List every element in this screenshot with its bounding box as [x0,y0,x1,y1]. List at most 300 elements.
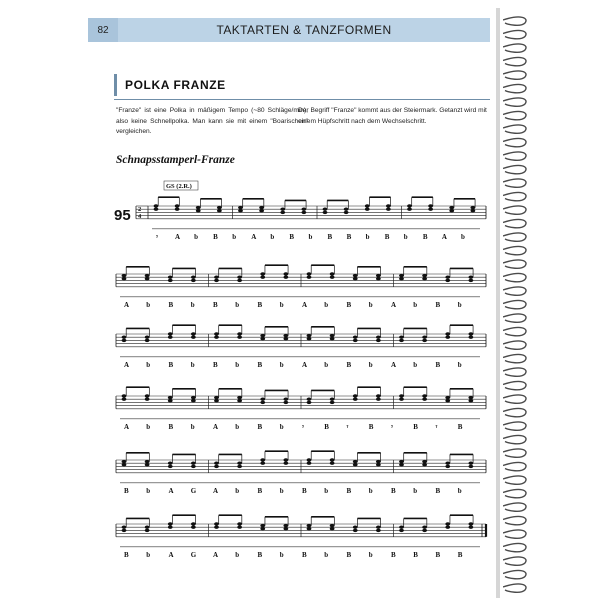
note-head [422,339,427,342]
bass-label: 𝄾 [156,232,158,241]
bass-label: B [168,422,174,431]
note-head [260,458,265,461]
bass-label: B [346,360,352,369]
note-head [260,462,265,465]
spiral-ring [503,138,526,146]
note-head [470,209,475,212]
bass-label: A [213,550,219,559]
note-head [175,204,180,207]
note-head [145,336,150,339]
note-head [376,526,381,529]
bass-label: b [235,360,240,369]
note-head [122,274,127,277]
spiral-ring [503,557,526,565]
note-head [445,465,450,468]
note-head [260,524,265,527]
note-head [307,401,312,404]
bass-label: b [279,550,284,559]
bass-label: B [413,550,418,559]
note-head [307,524,312,527]
note-head [237,276,242,279]
note-head [301,211,306,214]
note-head [145,526,150,529]
spiral-ring [503,300,526,308]
note-head [145,460,150,463]
note-head [238,206,243,209]
note-head [283,337,288,340]
note-head [353,274,358,277]
note-head [344,211,349,214]
bass-label: b [324,486,329,495]
note-head [353,394,358,397]
note-head [196,206,201,209]
bass-label: B [257,360,263,369]
spiral-ring [503,395,526,403]
note-head [307,398,312,401]
note-head [283,462,288,465]
note-head [307,272,312,275]
note-head [145,394,150,397]
note-head [214,332,219,335]
bass-label: B [435,486,441,495]
note-head [330,524,335,527]
note-head [191,526,196,529]
bass-label: b [403,232,408,241]
chapter-title: TAKTARTEN & TANZFORMEN [216,23,392,37]
spiral-ring [503,206,526,214]
note-head [399,529,404,532]
note-head [307,276,312,279]
note-head [280,208,285,211]
bass-label: B [435,550,441,559]
note-head [217,209,222,212]
note-head [376,336,381,339]
note-head [323,211,328,214]
bass-label: b [146,300,151,309]
bass-label: B [168,360,174,369]
bass-label: A [124,360,130,369]
spiral-ring [503,165,526,173]
note-head [307,337,312,340]
note-head [168,462,173,465]
spiral-ring [503,111,526,119]
note-head [280,211,285,214]
note-head [330,398,335,401]
note-head [122,398,127,401]
note-head [376,398,381,401]
note-head [154,208,159,211]
note-head [376,339,381,342]
note-head [468,465,473,468]
spiral-ring [503,449,526,457]
note-head [168,526,173,529]
note-head [445,336,450,339]
bass-label: 𝄾 [391,422,393,431]
bass-label: B [302,550,307,559]
bass-label: B [213,300,218,309]
bass-label: B [324,422,329,431]
note-head [283,272,288,275]
note-head [237,336,242,339]
bass-label: B [384,232,390,241]
bass-label: B [213,360,218,369]
note-head [353,277,358,280]
note-head [422,529,427,532]
note-head [307,458,312,461]
spiral-ring [503,503,526,511]
note-head [168,522,173,525]
note-head [168,336,173,339]
note-head [449,209,454,212]
note-head [399,460,404,463]
note-head [386,208,391,211]
bass-label: G [190,550,197,559]
bass-label: b [146,486,151,495]
bass-label: b [279,360,284,369]
bass-label: B [289,232,295,241]
bass-label: A [124,422,130,431]
intro-right: Der Begriff "Franze" kommt aus der Steiermark. Getanzt wird mit einem Hüpfschritt nach dem Wechselschritt. [298,107,487,125]
note-head [445,522,450,525]
spiral-ring [503,17,526,25]
bass-label: b [232,232,237,241]
bass-label: b [235,422,240,431]
spiral-ring [503,98,526,106]
spiral-ring [503,152,526,160]
bass-label: B [346,486,352,495]
note-head [468,526,473,529]
bass-label: A [213,486,219,495]
bass-label: b [460,232,465,241]
bass-label: 𝄾 [346,422,349,431]
note-head [283,334,288,337]
note-head [344,208,349,211]
intro-left: "Franze" ist eine Polka in mäßigem Tempo (~80 Schläge/min), also keine Schnellpolka. Man kann sie mit einem "Boarischen" vergleichen. [116,107,308,136]
note-head [145,398,150,401]
bass-label: B [257,422,263,431]
spiral-ring [503,287,526,295]
note-head [122,339,127,342]
note-head [283,458,288,461]
note-head [330,527,335,530]
bass-label: b [146,422,151,431]
bass-label: b [368,550,373,559]
note-head [237,332,242,335]
note-head [307,527,312,530]
note-head [145,529,150,532]
bass-label: B [391,486,396,495]
tempo-marking: GS (2.R.) [166,183,192,190]
bass-label: b [235,550,240,559]
note-head [422,274,427,277]
note-head [217,206,222,209]
bass-label: b [190,300,195,309]
bass-label: B [327,232,333,241]
spiral-ring [503,476,526,484]
note-head [283,398,288,401]
note-head [122,277,127,280]
bass-label: B [124,486,129,495]
note-head [191,465,196,468]
note-head [399,339,404,342]
note-head [214,465,219,468]
spiral-ring [503,246,526,254]
book-page [88,14,490,586]
bass-label: b [190,422,195,431]
note-head [330,401,335,404]
note-head [214,462,219,465]
bass-label: B [346,300,352,309]
note-head [445,332,450,335]
note-head [468,462,473,465]
bass-label: b [146,550,151,559]
note-head [260,337,265,340]
note-head [468,279,473,282]
note-head [214,396,219,399]
bass-label: b [194,232,199,241]
bass-label: A [391,360,397,369]
note-head [376,394,381,397]
spiral-ring [503,462,526,470]
note-head [399,336,404,339]
note-head [353,460,358,463]
note-head [399,277,404,280]
note-head [468,336,473,339]
note-head [468,276,473,279]
note-head [422,463,427,466]
note-head [260,276,265,279]
spiral-ring [503,354,526,362]
note-head [145,274,150,277]
note-head [191,399,196,402]
note-head [422,277,427,280]
note-head [445,396,450,399]
note-head [445,279,450,282]
time-signature-bottom: 4 [138,213,142,220]
note-head [307,334,312,337]
note-head [214,336,219,339]
note-head [422,336,427,339]
note-head [468,522,473,525]
note-head [353,336,358,339]
note-head [428,208,433,211]
note-head [376,529,381,532]
note-head [307,462,312,465]
bass-label: B [435,300,441,309]
note-head [468,396,473,399]
spiral-ring [503,327,526,335]
bass-label: B [213,232,218,241]
spiral-ring [503,84,526,92]
note-head [399,463,404,466]
spiral-ring [503,341,526,349]
note-head [191,396,196,399]
note-head [237,526,242,529]
spiral-ring [503,422,526,430]
spiral-ring [503,179,526,187]
note-head [386,204,391,207]
note-head [445,526,450,529]
note-head [260,272,265,275]
note-head [122,394,127,397]
time-signature-top: 2 [138,206,142,213]
note-head [214,276,219,279]
note-head [260,398,265,401]
bass-label: b [413,300,418,309]
bass-label: B [457,422,463,431]
note-head [214,279,219,282]
bass-label: b [235,300,240,309]
spiral-ring [503,30,526,38]
bass-label: 𝄾 [302,422,304,431]
spiral-binding-icon [503,8,533,598]
score-canvas [88,172,490,586]
note-head [168,465,173,468]
bass-label: A [391,300,397,309]
note-head [237,462,242,465]
page-header [88,18,490,42]
note-head [353,526,358,529]
note-head [449,206,454,209]
bass-label: b [146,360,151,369]
note-head [470,206,475,209]
note-head [122,529,127,532]
note-head [353,398,358,401]
spiral-ring [503,489,526,497]
note-head [428,204,433,207]
note-head [283,527,288,530]
section-heading [114,74,234,96]
note-head [145,339,150,342]
note-head [260,401,265,404]
note-head [323,208,328,211]
bass-label: b [190,360,195,369]
bass-label: B [457,550,463,559]
note-head [168,279,173,282]
spiral-ring [503,192,526,200]
note-head [407,208,412,211]
note-head [259,209,264,212]
bass-label: B [168,300,174,309]
spiral-ring [503,233,526,241]
note-head [122,460,127,463]
note-head [168,276,173,279]
spiral-ring [503,260,526,268]
bass-label: A [175,232,181,241]
note-head [260,334,265,337]
note-head [191,279,196,282]
bass-label: b [413,486,418,495]
note-head [468,399,473,402]
note-head [445,462,450,465]
spiral-ring [503,273,526,281]
note-head [259,206,264,209]
note-head [283,524,288,527]
page-spine [496,8,500,598]
note-head [191,336,196,339]
spiral-ring [503,57,526,65]
spiral-ring [503,314,526,322]
bass-label: A [168,550,174,559]
note-head [330,458,335,461]
note-head [191,522,196,525]
spiral-ring [503,408,526,416]
bass-label: B [257,300,263,309]
note-head [376,460,381,463]
bass-label: B [422,232,428,241]
bass-label: b [457,486,462,495]
note-head [422,526,427,529]
note-head [330,337,335,340]
bass-label: b [368,486,373,495]
note-head [237,396,242,399]
note-head [399,526,404,529]
note-head [365,208,370,211]
spiral-ring [503,219,526,227]
note-head [168,396,173,399]
note-head [407,204,412,207]
note-head [445,399,450,402]
spiral-ring [503,368,526,376]
note-head [353,463,358,466]
note-head [191,276,196,279]
note-head [330,272,335,275]
bass-label: B [346,550,352,559]
note-head [196,209,201,212]
bass-label: 𝄾 [435,422,438,431]
note-head [237,399,242,402]
spiral-ring [503,543,526,551]
bass-label: b [324,300,329,309]
bass-label: b [235,486,240,495]
note-head [399,274,404,277]
note-head [301,208,306,211]
note-head [468,332,473,335]
bass-label: B [124,550,129,559]
spiral-ring [503,530,526,538]
bass-label: B [368,422,374,431]
bass-label: G [190,486,197,495]
bass-label: B [435,360,441,369]
note-head [376,463,381,466]
note-head [214,522,219,525]
note-head [238,209,243,212]
note-head [283,401,288,404]
bass-label: b [457,360,462,369]
spiral-ring [503,570,526,578]
note-head [422,460,427,463]
bass-label: b [308,232,313,241]
bass-label: B [257,486,263,495]
note-head [214,399,219,402]
note-head [422,394,427,397]
bass-label: b [368,300,373,309]
bass-label: A [251,232,257,241]
song-title: Schnapsstamperl-Franze [116,154,235,166]
note-head [399,394,404,397]
bass-label: A [213,422,219,431]
bass-label: b [279,486,284,495]
note-head [237,279,242,282]
bass-label: A [168,486,174,495]
music-score [88,172,490,586]
note-head [283,276,288,279]
note-head [365,204,370,207]
spiral-ring [503,381,526,389]
bass-label: b [365,232,370,241]
spiral-ring [503,516,526,524]
note-head [168,399,173,402]
